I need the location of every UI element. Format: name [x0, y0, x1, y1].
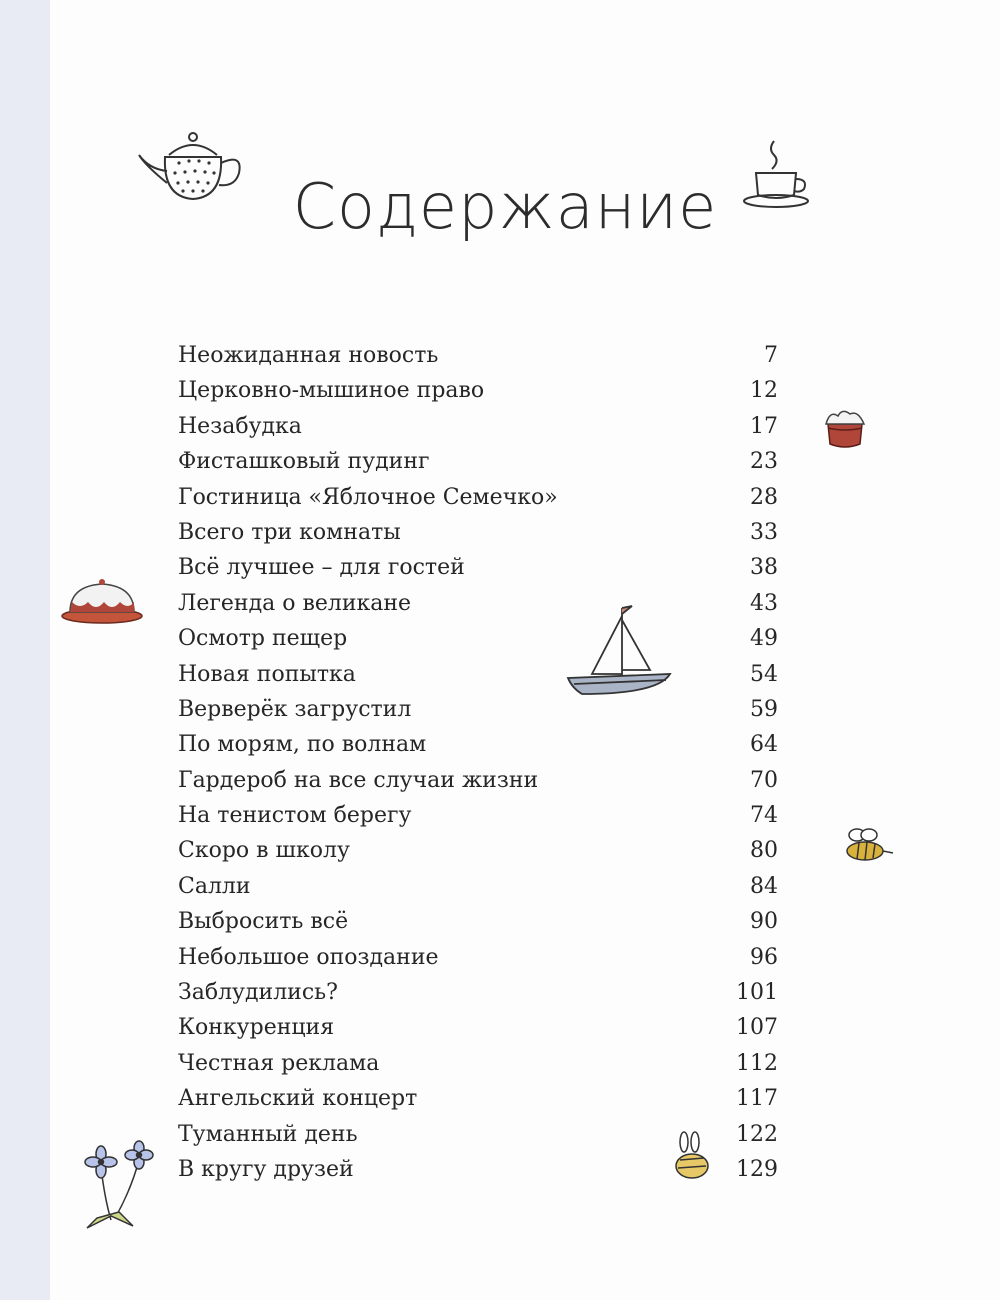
toc-entry[interactable] — [178, 763, 778, 798]
chapter-title: Верверёк загрустил — [178, 696, 412, 722]
chapter-title: Выбросить всё — [178, 909, 349, 935]
chapter-title: Неожиданная новость — [178, 343, 439, 368]
chapter-title: В кругу друзей — [178, 1156, 354, 1182]
toc-entry[interactable] — [178, 904, 778, 939]
toc-entry[interactable] — [178, 727, 778, 762]
chapter-title: Всего три комнаты — [178, 519, 401, 545]
page-number: 38 — [750, 555, 778, 581]
bee-small-icon — [668, 1130, 718, 1185]
chapter-title: Честная реклама — [178, 1050, 380, 1076]
toc-entry[interactable] — [178, 338, 778, 373]
chapter-title: Конкуренция — [178, 1015, 335, 1041]
page-number: 112 — [736, 1050, 778, 1076]
chapter-title: Туманный день — [178, 1121, 358, 1147]
toc-entry[interactable] — [178, 515, 778, 550]
book-page — [50, 0, 1000, 1300]
toc-entry[interactable] — [178, 940, 778, 975]
sailboat-icon — [562, 598, 677, 703]
flower-icon — [75, 1140, 160, 1235]
toc-entry[interactable] — [178, 692, 778, 727]
chapter-title: По морям, по волнам — [178, 732, 427, 758]
toc-entry[interactable] — [178, 657, 778, 692]
chapter-title: Церковно-мышиное право — [178, 378, 485, 404]
toc-entry[interactable] — [178, 1081, 778, 1116]
page-number: 28 — [750, 484, 778, 510]
bee-icon — [835, 825, 895, 870]
page-number: 49 — [750, 626, 778, 652]
toc-entry[interactable] — [178, 586, 778, 621]
toc-entry[interactable] — [178, 975, 778, 1010]
table-of-contents — [178, 338, 778, 1187]
jam-pot-icon — [820, 404, 870, 454]
page-number: 33 — [750, 519, 778, 545]
toc-entry[interactable] — [178, 1046, 778, 1081]
page-number: 70 — [750, 767, 778, 793]
toc-entry[interactable] — [178, 480, 778, 515]
chapter-title: Скоро в школу — [178, 838, 350, 864]
chapter-title: На тенистом берегу — [178, 803, 412, 829]
chapter-title: Салли — [178, 873, 251, 899]
page-number: 80 — [750, 838, 778, 864]
page-number: 43 — [750, 590, 778, 616]
chapter-title: Небольшое опоздание — [178, 944, 439, 970]
page-number: 117 — [736, 1086, 778, 1112]
toc-entry[interactable] — [178, 1010, 778, 1045]
page-number: 101 — [736, 980, 778, 1006]
chapter-title: Заблудились? — [178, 980, 338, 1006]
chapter-title: Осмотр пещер — [178, 626, 348, 652]
toc-entry[interactable] — [178, 869, 778, 904]
page-number: 64 — [750, 732, 778, 758]
page-number: 129 — [736, 1156, 778, 1182]
toc-entry[interactable] — [178, 409, 778, 444]
toc-entry[interactable] — [178, 550, 778, 585]
chapter-title: Незабудка — [178, 413, 302, 439]
page-number: 12 — [750, 378, 778, 404]
page-number: 54 — [750, 661, 778, 687]
toc-entry[interactable] — [178, 833, 778, 868]
page-number: 23 — [750, 449, 778, 475]
toc-entry[interactable] — [178, 444, 778, 479]
chapter-title: Легенда о великане — [178, 590, 412, 616]
toc-entry[interactable] — [178, 621, 778, 656]
toc-entry[interactable] — [178, 373, 778, 408]
chapter-title: Ангельский концерт — [178, 1086, 418, 1112]
page-number: 84 — [750, 873, 778, 899]
toc-entry[interactable] — [178, 798, 778, 833]
chapter-title: Гардероб на все случаи жизни — [178, 767, 539, 793]
page-number: 17 — [750, 413, 778, 439]
page-number: 7 — [764, 343, 778, 368]
page-number: 96 — [750, 944, 778, 970]
page-number: 90 — [750, 909, 778, 935]
teacup-icon — [740, 135, 815, 210]
page-number: 107 — [736, 1015, 778, 1041]
chapter-title: Всё лучшее – для гостей — [178, 555, 465, 581]
page-number: 122 — [736, 1121, 778, 1147]
chapter-title: Новая попытка — [178, 661, 356, 687]
chapter-title: Фисташковый пудинг — [178, 449, 430, 475]
page-number: 59 — [750, 696, 778, 722]
page-title: Содержание — [292, 169, 718, 243]
cake-icon — [58, 572, 148, 627]
page-number: 74 — [750, 803, 778, 829]
chapter-title: Гостиница «Яблочное Семечко» — [178, 484, 558, 510]
